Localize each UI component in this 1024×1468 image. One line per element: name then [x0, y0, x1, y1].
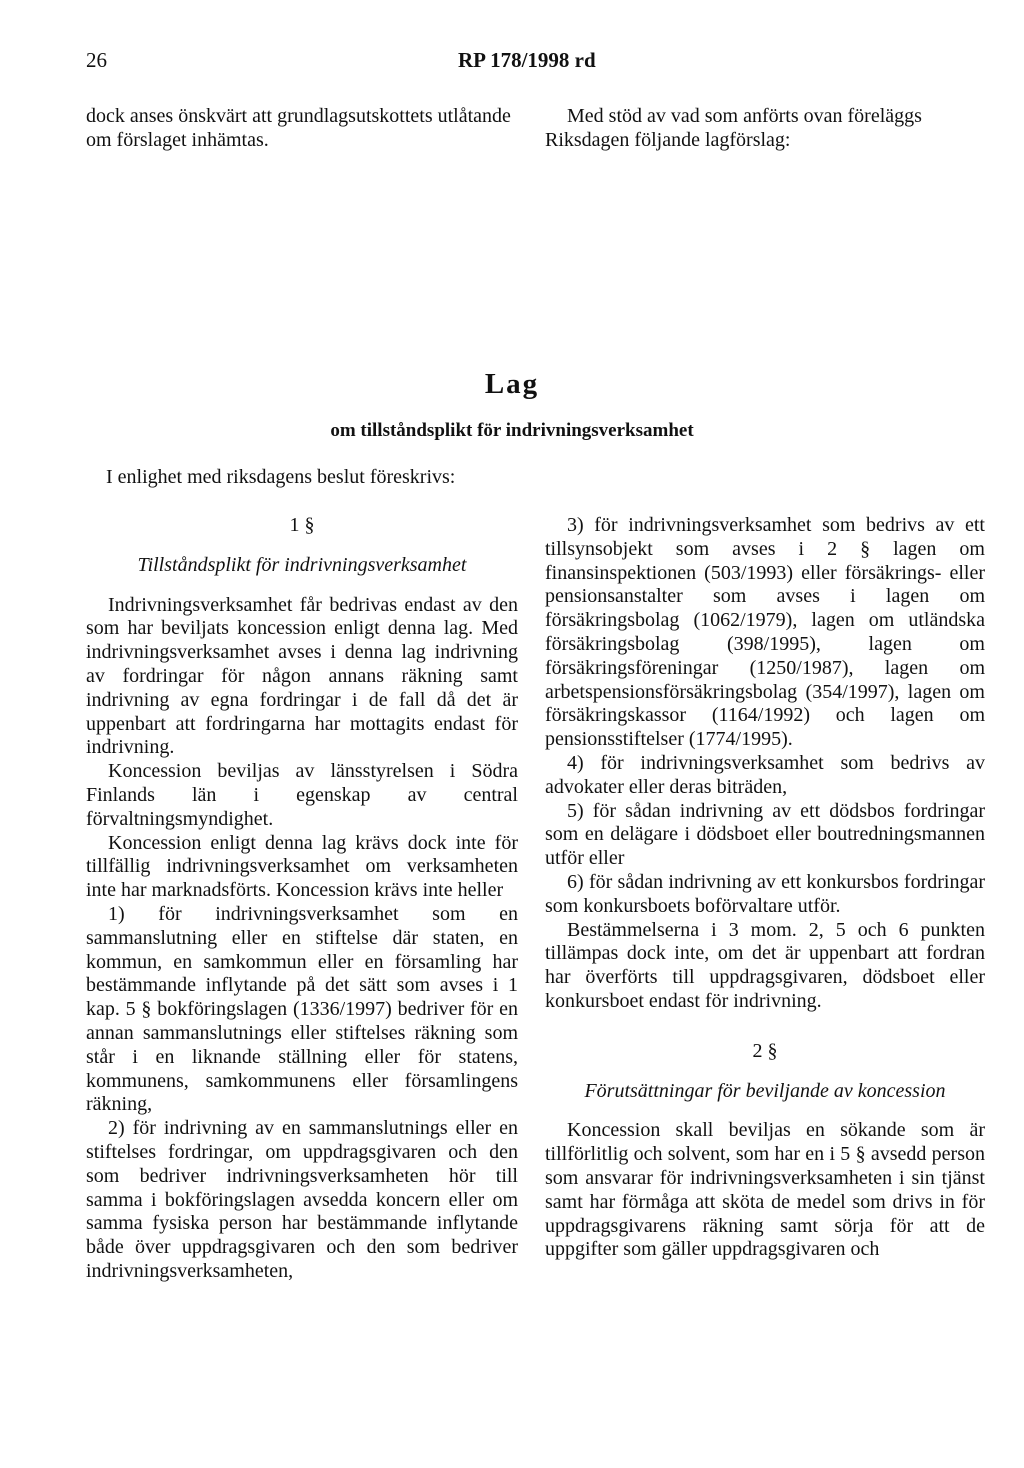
section-1-paragraph-3: Koncession enligt denna lag krävs dock inte för tillfällig indrivningsverksamhet om verksamheten inte har marknadsförts. Koncession krävs inte heller: [86, 831, 518, 902]
page-number: 26: [86, 48, 107, 72]
section-1-number: 1 §: [289, 514, 315, 536]
law-title: Lag: [484, 368, 540, 400]
document-code: RP 178/1998 rd: [458, 48, 596, 72]
right-column: [545, 514, 985, 1262]
section-2-paragraph-1: Koncession skall beviljas en sökande som är tillförlitlig och solvent, som har en i 5 § avsedd person som ansvarar för indrivningsverksamheten i sin tjänst samt har förmåga att sköta de medel som drivs in för uppdragsgivarens räkning samt sörja för att de uppgifter som gäller uppdragsgivaren och: [545, 1119, 985, 1261]
left-column: [86, 514, 518, 1284]
section-1-item-2: 2) för indrivning av en sammanslutnings eller en stiftelses fordringar, om uppdragsgivaren och den som bedriver indrivningsverksamheten hör till samma i bokföringslagen avsedda koncern eller om samma fysiska person har bestämmande inflytande både över uppdragsgivaren och den som bedriver indrivningsverksamheten,: [86, 1117, 518, 1282]
section-1-paragraph-4: Bestämmelserna i 3 mom. 2, 5 och 6 punkten tillämpas dock inte, om det är uppenbart att fordran har överförts till uppdragsgivaren, dödsboet eller konkursboet endast för indrivning.: [545, 918, 985, 1012]
section-1-item-6: 6) för sådan indrivning av ett konkursbos fordringar som konkursboets boförvaltare utför.: [545, 870, 985, 917]
intro-left-text: dock anses önskvärt att grundlagsutskottets utlåtande om förslaget inhämtas.: [86, 105, 511, 151]
section-1-item-1: 1) för indrivningsverksamhet som en sammanslutning eller en stiftelse där staten, en kommun, en samkommun eller en församling har bestämmande inflytande på det sätt som avses i 1 kap. 5 § bokföringslagen (1336/1997) bedriver för en annan sammanslutnings eller stiftelses räkning som står i en liknande ställning eller för statens, kommunens, samkommunens eller församlingens räkning,: [86, 902, 518, 1116]
section-2-number: 2 §: [752, 1039, 778, 1062]
section-1-item-5: 5) för sådan indrivning av ett dödsbos fordringar som en delägare i dödsboet eller boutredningsmannen utför eller: [545, 799, 985, 870]
law-subtitle: om tillståndsplikt för indrivningsverksamhet: [330, 420, 694, 441]
enactment-clause: I enlighet med riksdagens beslut föreskrivs:: [106, 466, 456, 488]
section-2-heading: Förutsättningar för beviljande av koncession: [584, 1079, 946, 1102]
section-1-item-3: 3) för indrivningsverksamhet som bedrivs av ett tillsynsobjekt som avses i 2 § lagen om finansinspektionen (503/1993) eller försäkrings- eller pensionsanstalter som avses i lagen om försäkringsbolag (1062/1979), lagen om utländska försäkringsbolag (398/1995), lagen om försäkringsföreningar (1250/1987), lagen om arbetspensionsförsäkringsbolag (354/1997), lagen om försäkringskassor (1164/1992) och lagen om pensionsstiftelser (1774/1995).: [545, 514, 985, 751]
intro-right-text: Med stöd av vad som anförts ovan föreläggs Riksdagen följande lagförslag:: [545, 105, 922, 151]
section-1-paragraph-1: Indrivningsverksamhet får bedrivas endast av den som har beviljats koncession enligt denna lag. Med indrivningsverksamhet avses i denna lag indrivning av fordringar för någon annans räkning samt indrivning av egna fordringar i de fall då det är uppenbart att fordringarna har mottagits endast för indrivning.: [86, 593, 518, 759]
section-1-item-4: 4) för indrivningsverksamhet som bedrivs av advokater eller deras biträden,: [545, 751, 985, 798]
section-1-paragraph-2: Koncession beviljas av länsstyrelsen i Södra Finlands län i egenskap av central förvaltningsmyndighet.: [86, 760, 518, 830]
section-1-heading: Tillståndsplikt för indrivningsverksamhet: [137, 553, 467, 576]
